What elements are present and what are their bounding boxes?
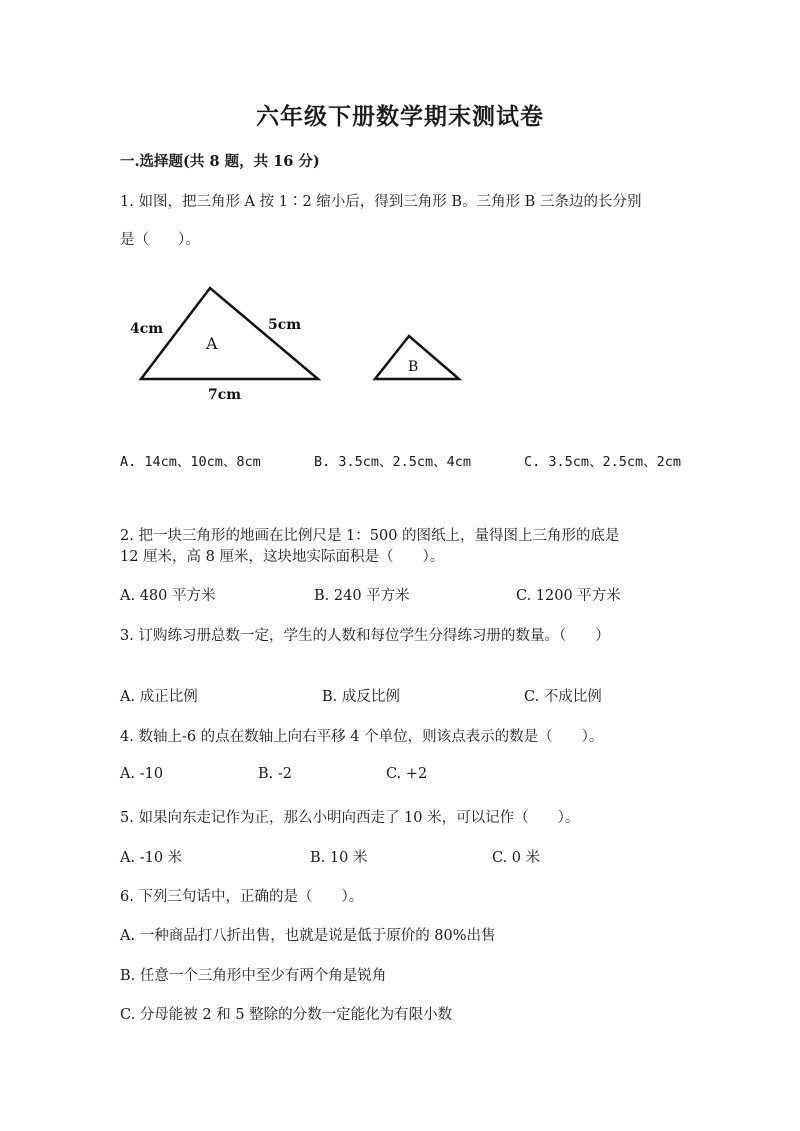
page-title: 六年级下册数学期末测试卷 — [256, 103, 544, 130]
question-2-option-c: C. 1200 平方米 — [516, 588, 621, 604]
question-5-option-a: A. -10 米 — [120, 850, 183, 866]
question-3-option-c: C. 不成比例 — [524, 689, 602, 705]
question-2-option-a: A. 480 平方米 — [120, 588, 216, 604]
question-5-option-b: B. 10 米 — [310, 850, 368, 866]
question-1-stem-line2: 是（ ）。 — [120, 232, 200, 248]
triangle-a — [141, 288, 318, 379]
question-4-option-b: B. -2 — [258, 766, 292, 782]
question-6-option-a: A. 一种商品打八折出售，也就是说是低于原价的 80%出售 — [120, 928, 496, 944]
question-4-stem: 4. 数轴上-6 的点在数轴上向右平移 4 个单位，则该点表示的数是（ ）。 — [120, 729, 604, 745]
side-right-label: 5cm — [268, 317, 302, 333]
triangle-b-label: B — [408, 359, 419, 375]
question-5-stem: 5. 如果向东走记作为正，那么小明向西走了 10 米，可以记作（ ）。 — [120, 810, 580, 826]
question-5-option-c: C. 0 米 — [492, 850, 541, 866]
side-left-label: 4cm — [130, 321, 164, 337]
triangle-a-label: A — [206, 334, 218, 353]
question-3-option-a: A. 成正比例 — [120, 689, 198, 705]
question-1-option-c: C. 3.5cm、2.5cm、2cm — [524, 454, 682, 470]
question-4-option-c: C. +2 — [386, 766, 428, 782]
question-2-option-b: B. 240 平方米 — [314, 588, 410, 604]
question-1-option-b: B. 3.5cm、2.5cm、4cm — [314, 454, 472, 470]
question-6-option-b: B. 任意一个三角形中至少有两个角是锐角 — [120, 968, 387, 984]
question-3-stem: 3. 订购练习册总数一定，学生的人数和每位学生分得练习册的数量。（ ） — [120, 628, 610, 644]
question-3-option-b: B. 成反比例 — [322, 689, 400, 705]
question-6-option-c: C. 分母能被 2 和 5 整除的分数一定能化为有限小数 — [120, 1007, 453, 1023]
question-1-stem-line1: 1. 如图，把三角形 A 按 1∶2 缩小后，得到三角形 B。三角形 B 三条边的长分别 — [120, 194, 642, 210]
side-bottom-label: 7cm — [208, 387, 242, 403]
question-6-stem: 6. 下列三句话中，正确的是（ ）。 — [120, 889, 364, 905]
question-2-stem-line1: 2. 把一块三角形的地画在比例尺是 1：500 的图纸上，量得图上三角形的底是 — [120, 528, 620, 544]
question-4-option-a: A. -10 — [120, 766, 164, 782]
question-2-stem-line2: 12 厘米，高 8 厘米，这块地实际面积是（ ）。 — [120, 549, 445, 565]
question-1-option-a: A. 14cm、10cm、8cm — [120, 454, 261, 470]
section-heading: 一.选择题(共 8 题，共 16 分) — [120, 153, 320, 170]
